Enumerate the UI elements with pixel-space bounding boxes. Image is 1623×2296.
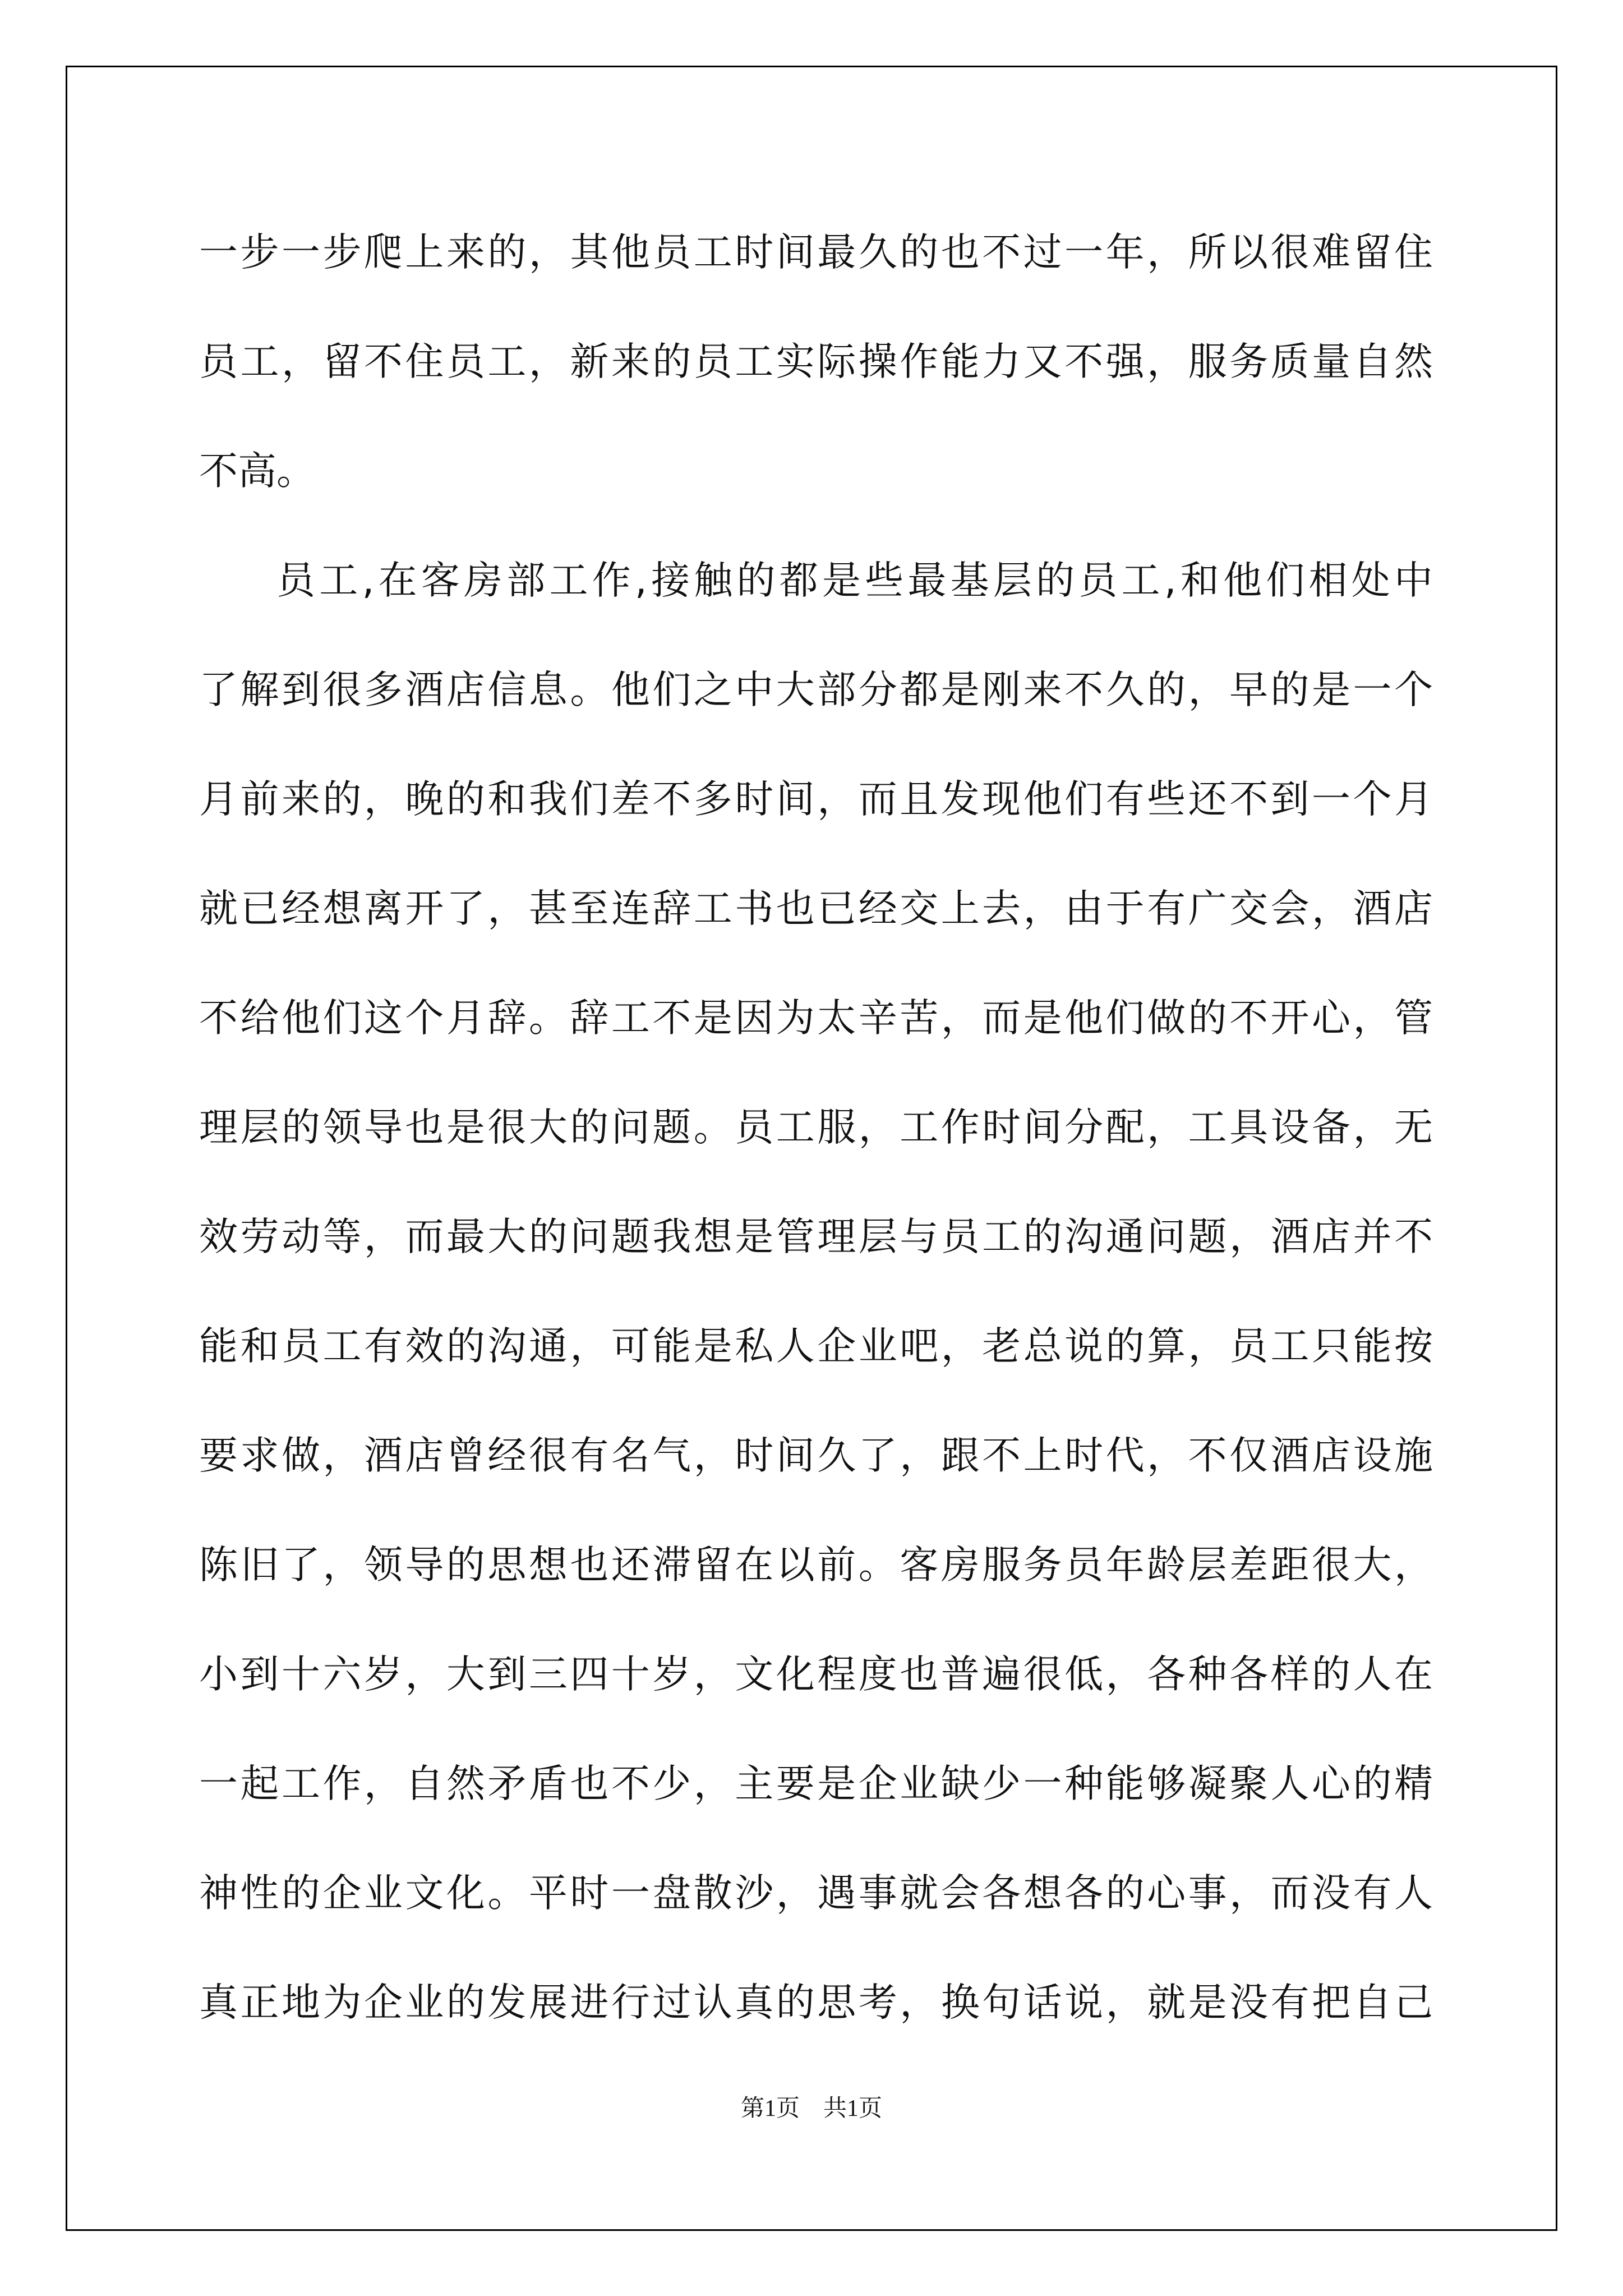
text-line: 能和员工有效的沟通，可能是私人企业吧，老总说的算，员工只能按	[199, 1324, 1433, 1369]
text-line: 小到十六岁，大到三四十岁，文化程度也普遍很低，各种各样的人在	[199, 1652, 1433, 1697]
text-line: 神性的企业文化。平时一盘散沙，遇事就会各想各的心事，而没有人	[199, 1871, 1433, 1916]
text-line: 一步一步爬上来的，其他员工时间最久的也不过一年，所以很难留住	[199, 230, 1433, 275]
text-line: 员工，留不住员工，新来的员工实际操作能力又不强，服务质量自然	[199, 339, 1433, 384]
text-line: 要求做，酒店曾经很有名气，时间久了，跟不上时代，不仅酒店设施	[199, 1433, 1433, 1478]
text-line: 了解到很多酒店信息。他们之中大部分都是刚来不久的，早的是一个	[199, 668, 1433, 712]
text-line: 员工,在客房部工作,接触的都是些最基层的员工,和他们相处中	[276, 558, 1433, 603]
text-line: 真正地为企业的发展进行过认真的思考，换句话说，就是没有把自己	[199, 1980, 1433, 2025]
text-line: 不给他们这个月辞。辞工不是因为太辛苦，而是他们做的不开心，管	[199, 996, 1433, 1041]
text-line: 不高。	[199, 449, 315, 494]
text-line: 效劳动等，而最大的问题我想是管理层与员工的沟通问题，酒店并不	[199, 1214, 1433, 1259]
text-line: 陈旧了，领导的思想也还滞留在以前。客房服务员年龄层差距很大，	[199, 1543, 1433, 1588]
page-footer: 第1页 共1页	[740, 2096, 882, 2122]
text-line: 一起工作，自然矛盾也不少，主要是企业缺少一种能够凝聚人心的精	[199, 1761, 1433, 1806]
text-line: 月前来的，晚的和我们差不多时间，而且发现他们有些还不到一个月	[199, 777, 1433, 822]
text-line: 就已经想离开了，甚至连辞工书也已经交上去，由于有广交会，酒店	[199, 886, 1433, 931]
text-line: 理层的领导也是很大的问题。员工服，工作时间分配，工具设备，无	[199, 1105, 1433, 1150]
